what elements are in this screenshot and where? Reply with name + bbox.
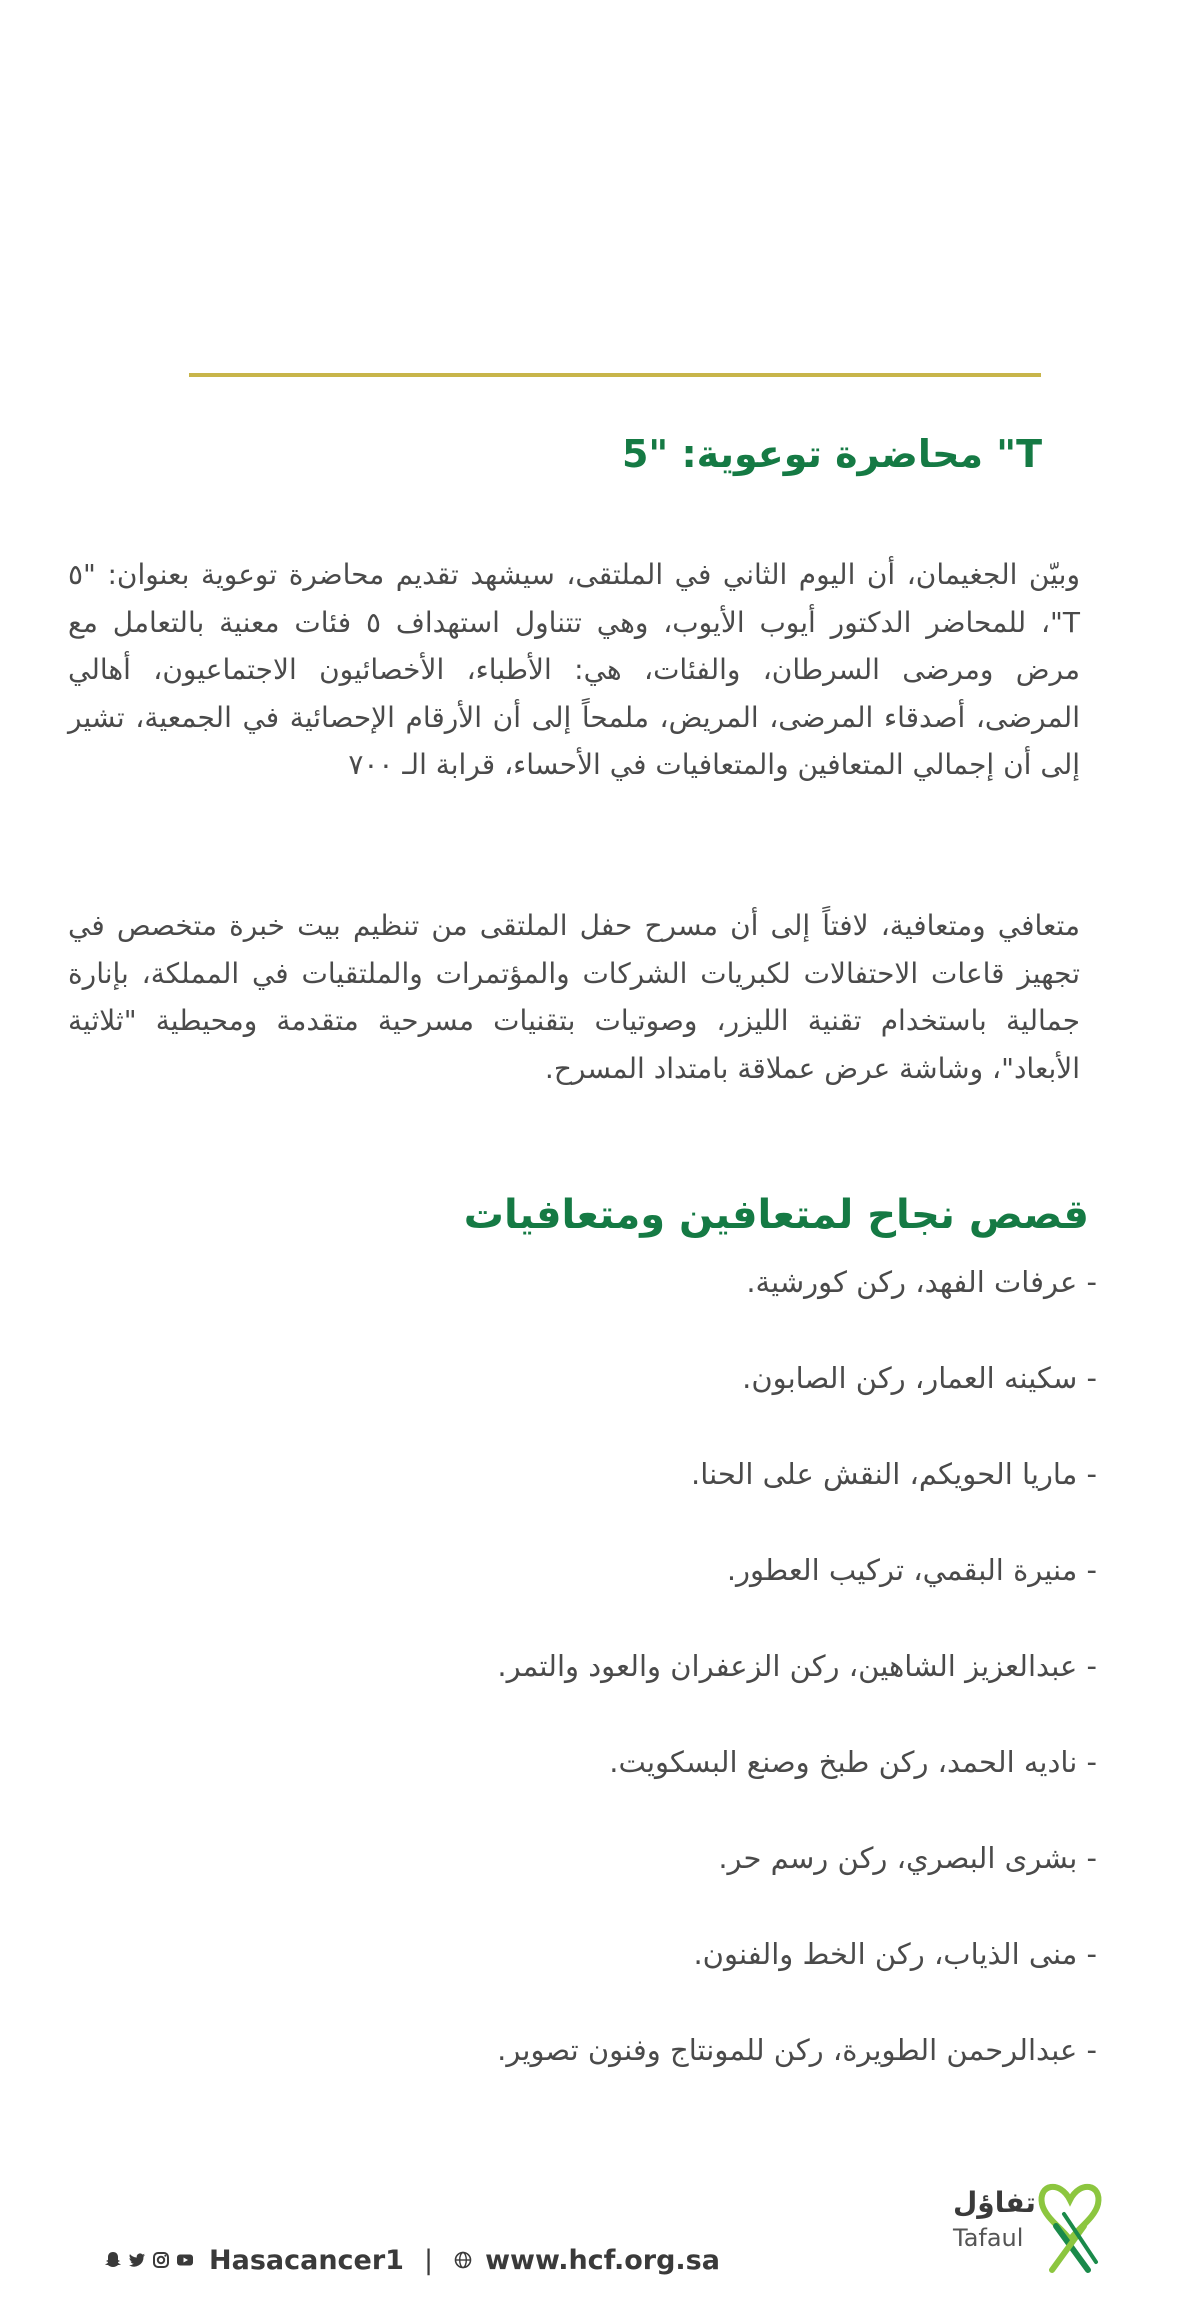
logo-text-arabic: تفاؤل — [953, 2186, 1036, 2219]
twitter-icon[interactable] — [127, 2250, 147, 2270]
paragraph-lecture-details: وبيّن الجغيمان، أن اليوم الثاني في الملتقى، سيشهد تقديم محاضرة توعوية بعنوان: "٥ T"، للمحاضر الدكتور أيوب الأيوب، وهي تتناول استهداف ٥ فئات معنية بالتعامل مع مرض ومرضى السرطان، والفئات، هي: الأطباء، الأخصائيون الاجتماعيون، أهالي المرضى، أصدقاء المرضى، المريض، ملمحاً إلى أن الأرقام الإحصائية في الجمعية، تشير إلى أن إجمالي المتعافين والمتعافيات في الأحساء، قرابة الـ ٧٠٠ — [68, 558, 1080, 781]
list-item: - سكينه العمار، ركن الصابون. — [742, 1361, 1097, 1395]
paragraph-venue-details: متعافي ومتعافية، لافتاً إلى أن مسرح حفل الملتقى من تنظيم بيت خبرة متخصص في تجهيز قاعات الاحتفالات لكبريات الشركات والمؤتمرات والملتقيات في المملكة، بإنارة جمالية باستخدام تقنية الليزر، وصوتيات بتقنيات مسرحية متقدمة ومحيطية "ثلاثية الأبعاد"، وشاشة عرض عملاقة بامتداد المسرح. — [68, 909, 1080, 1085]
list-item: - عرفات الفهد، ركن كورشية. — [746, 1265, 1097, 1299]
globe-icon — [453, 2250, 479, 2270]
instagram-icon[interactable] — [151, 2250, 171, 2270]
social-icons — [103, 2250, 195, 2270]
gold-divider — [189, 373, 1041, 377]
footer-contact — [103, 2242, 720, 2278]
list-item: - ناديه الحمد، ركن طبخ وصنع البسكويت. — [609, 1745, 1097, 1779]
section-heading-success-stories: قصص نجاح لمتعافين ومتعافيات — [463, 1192, 1089, 1238]
website-link[interactable]: www.hcf.org.sa — [485, 2244, 720, 2276]
list-item: - عبدالعزيز الشاهين، ركن الزعفران والعود والتمر. — [497, 1649, 1097, 1683]
list-item: - عبدالرحمن الطويرة، ركن للمونتاج وفنون تصوير. — [497, 2033, 1097, 2067]
social-handle[interactable]: Hasacancer1 — [209, 2244, 404, 2276]
list-item: - منى الذياب، ركن الخط والفنون. — [693, 1937, 1097, 1971]
snapchat-icon[interactable] — [103, 2250, 123, 2270]
section-heading-awareness-lecture: T" محاضرة توعوية: "5 — [621, 432, 1042, 476]
tafaul-ribbon-logo-icon — [1030, 2170, 1110, 2280]
list-item: - ماريا الحويكم، النقش على الحنا. — [691, 1457, 1097, 1491]
list-item: - منيرة البقمي، تركيب العطور. — [726, 1553, 1097, 1587]
logo-text-english: Tafaul — [953, 2224, 1024, 2252]
list-item: - بشرى البصري، ركن رسم حر. — [718, 1841, 1097, 1875]
success-stories-list — [197, 1262, 1097, 2126]
footer-separator: | — [423, 2244, 434, 2276]
youtube-icon[interactable] — [175, 2250, 195, 2270]
